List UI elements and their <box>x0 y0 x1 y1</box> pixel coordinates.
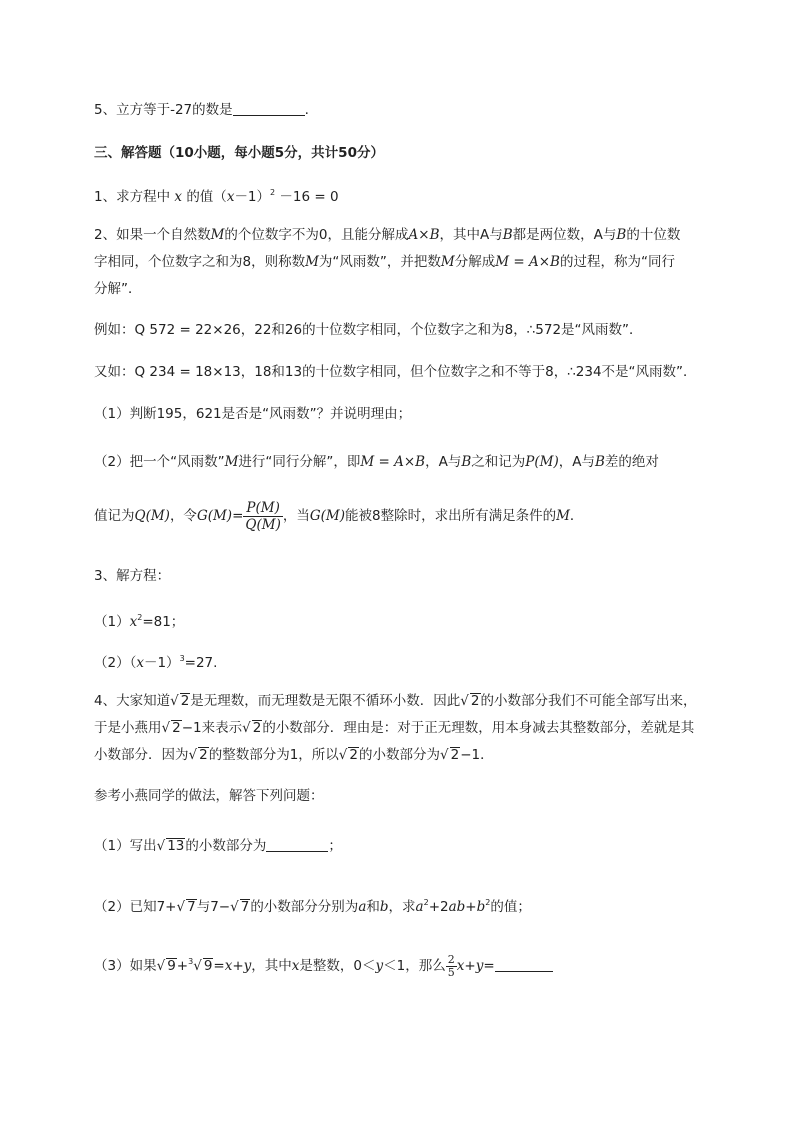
problem-3-sub-1: $(1)x^2=81$； <box>94 613 185 630</box>
problem-3-title: 3、解方程： <box>94 568 171 584</box>
problem-4-line-1: 4、大家知道√ 2是无理数，而无理数是无限不循环小数．因此√ 2的小数部分我们不可能全部写出来， <box>94 693 697 709</box>
two-fifths-fraction: $\frac{2}{5}$ <box>447 952 455 979</box>
problem-2-line-3: 分解”． <box>94 281 142 297</box>
problem-4-sub-2: （2）已知7+√ 7与7−√ 7的小数部分分别为a和b，求$a^2+2ab+b^2$的值； <box>94 898 531 915</box>
question-5: 5、立方等于-27的数是 . <box>94 102 309 118</box>
g-fraction: $\frac{P(M)}{Q(M)}$ <box>245 499 281 533</box>
answer-blank[interactable] <box>495 971 553 972</box>
reference-line: 参考小燕同学的做法，解答下列问题： <box>94 788 324 804</box>
problem-2-sub-2-cont: 值记为Q(M)，令G(M)= $\frac{P(M)}{Q(M)}$ ，当G(M)能被8整除时，求出所有满足条件的M． <box>94 499 584 533</box>
problem-2-line-2: 字相同，个位数字之和为8，则称数M为“风雨数”，并把数M分解成M = A×B的过程，称为“同行 <box>94 254 675 270</box>
problem-2-line-1: 2、如果一个自然数M的个位数字不为0，且能分解成A×B，其中A与B都是两位数，A与B的十位数 <box>94 227 681 243</box>
section-title: 三、解答题（10小题，每小题5分，共计50分） <box>94 145 384 161</box>
example-1: 例如：Q 572 = 22×26，22和26的十位数字相同，个位数字之和为8，∴572是“风雨数”． <box>94 322 643 338</box>
problem-4-sub-1: （1）写出√ 13的小数部分为 ； <box>94 838 342 854</box>
problem-4-line-2: 于是小燕用√ 2−1来表示√ 2的小数部分．理由是：对于正无理数，用本身减去其整数部分，差就是其 <box>94 720 695 736</box>
example-2: 又如：Q 234 = 18×13，18和13的十位数字相同，但个位数字之和不等于8，∴234不是“风雨数”． <box>94 364 697 380</box>
answer-blank[interactable] <box>233 115 305 116</box>
problem-2-sub-1: （1）判断195，621是否是“风雨数”？并说明理由； <box>94 406 412 422</box>
sqrt-13: √ 13 <box>156 838 185 854</box>
problem-4-line-3: 小数部分．因为√ 2的整数部分为1，所以√ 2的小数部分为√ 2−1． <box>94 747 494 763</box>
problem-4-sub-3: （3）如果√ 9+$^3$√ 9=x+y，其中x是整数，0＜y＜1，那么 $\frac{2}{5}$ x+y= <box>94 945 553 983</box>
problem-1: 1、求方程中 x 的值$(x-1)^2 -16 = 0$ <box>94 188 339 205</box>
sqrt-2: √ 2 <box>170 693 190 709</box>
question-5-text: 5、立方等于-27的数是 <box>94 102 233 118</box>
answer-blank[interactable] <box>266 851 328 852</box>
problem-3-sub-2: $(2)(x-1)^3=27$. <box>94 654 218 671</box>
problem-2-sub-2: （2）把一个“风雨数”M进行“同行分解”，即M = A×B，A与B之和记为P(M)，A与B差的绝对 <box>94 454 659 470</box>
